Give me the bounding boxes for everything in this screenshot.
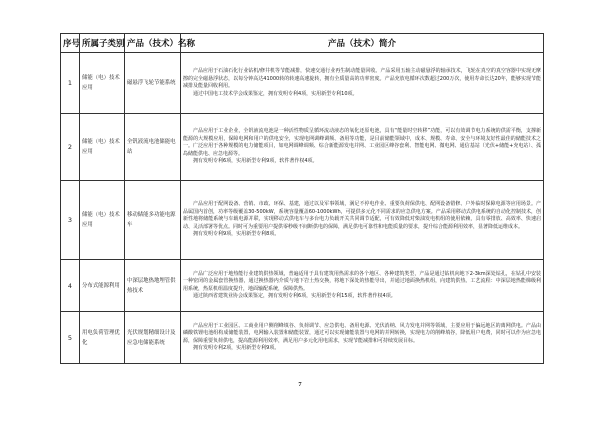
- row-category: 用电负荷管理优化: [80, 312, 125, 364]
- header-category: 所属子类别: [80, 34, 125, 53]
- table-row: [61, 312, 544, 364]
- desc-paragraph: 通过陕西省建筑业协会成果鉴定，拥有发明专利6项，实用新型专利15项，软件著作权4项。: [193, 293, 396, 299]
- row-desc: [181, 181, 544, 260]
- desc-paragraph: 拥有发明专利2项，实用新型专利9项。: [193, 345, 280, 351]
- product-table: [60, 33, 544, 364]
- desc-paragraph: 产品应用于工业园区、工商业用户侧削峰填谷、负荷调节、应急供电、备用电源、光伏消纳、风力发电并网等领域，主要应用于偏远地区的离网供电。产品由磷酸铁锂电池组构成储能装置，电网输入装置和储能装置，通过可以实现储能装置与电网的并网转换，实现电力的削峰填谷，降低用户电费，同时可以作为应急电源，保障重要负荷供电，提高能源利用效率，满足用户多元化用电需求，实现节能减排和可持续发展目标。: [183, 322, 541, 344]
- desc-paragraph: 产品应用于工业企业，全钒液流电池是一种活性物质呈循环流动液态的氧化还原电池，具有“能量时空转移”功能，可以有效调节电力系统的供需平衡，支撑新能源的大规模应用，保障电网和用户的供电安全，实现电网调峰调频、备用等功能，是目前储能领域中，成本、规模、寿命、安全与环境友好性最佳的储能技术之一。广泛应用于各种规模的电力储能项目，如电网调峰调频、综合新能源发电并网、工业园区峰谷套利、智能电网、微电网、通信基站（光伏+储能+充电站）、孤岛储能供电、应急电源等。: [183, 128, 541, 157]
- desc-paragraph: 产品广泛应用于地热能行业建筑供热领域，普遍适用于具有建筑用热需求的各个地区、各种建筑类型，产品是通过钻机向地下2-3km深处钻孔，在钻孔中安装一种密闭的金属套管换热器，通过换热器内介质与地下岩土热交换，将地下深处的热能导出，并通过地面换热机组，向建筑供热。工艺流程：中深层地热能梯级利用系统，热泵机组温度提升，地面输配系统，保障供热。: [183, 270, 541, 292]
- table-row: [61, 53, 544, 114]
- row-no: 2: [61, 114, 80, 181]
- desc-paragraph: 产品应用于石油石化行业钻机/修井机等节能减排，快速交通行业再生制动能量回收。产品采用五轴主动磁悬浮的轴承技术，飞轮在真空的真空容器中实现无摩擦的完全磁悬浮状态，以每分钟高达41000转的转速高速旋转，拥有全质量高的功率密度。产品充放电循环次数超过200万次，使用寿命长达20年，能够实现节能减排及能量回收利用。: [183, 68, 541, 89]
- row-category: 储能（电）技术应用: [80, 181, 125, 260]
- row-desc: [181, 114, 544, 181]
- desc-paragraph: 产品应用于配网设备、营销、市政、环保、基建，通过以及军事领域，满足不停电作业、重要负荷保供电、配网设备错修、户外临时保障电源等应用场景。产品属国内首创，功率等级覆盖30-500kW，系统容量覆盖60-1000kWh，可提供多元化不同需求的应急供电方案。产品采用移动式供电系统的自动化控制技术，创新性地将储能系统与车载电源并联，实现移动式供电车与多台电力负载开关共同调节适配，可有效降低对柴油发电机组的使用依赖，具有零排放、高效率、快速启动、灵活部署等优点。同时可为重要用户提供零秒级不间断供电的保障，满足供电可靠性和电能质量的要求，提升综合能源利用效率，显著降低运维成本。: [183, 201, 541, 230]
- header-desc: 产品（技术）简介: [181, 34, 544, 53]
- row-no: 5: [61, 312, 80, 364]
- row-no: 4: [61, 260, 80, 312]
- row-no: 3: [61, 181, 80, 260]
- row-name: 全钒液流电池储能电站: [125, 114, 181, 181]
- row-name: 光伏规划精细设计及应急电储能系统: [125, 312, 181, 364]
- header-no: 序号: [61, 34, 80, 53]
- row-name: 中深层地热地埋管供热技术: [125, 260, 181, 312]
- desc-paragraph: 拥有发明专利9项，实用新型专利8项。: [193, 231, 280, 238]
- row-desc: [181, 260, 544, 312]
- header-name: 产品（技术）名称: [125, 34, 181, 53]
- row-category: 储能（电）技术应用: [80, 114, 125, 181]
- table-row: [61, 114, 544, 181]
- row-no: 1: [61, 53, 80, 114]
- row-desc: [181, 53, 544, 114]
- table-row: [61, 181, 544, 260]
- row-name: 磁悬浮飞轮节能系统: [125, 53, 181, 114]
- table-header-row: [61, 34, 544, 53]
- row-desc: [181, 312, 544, 364]
- desc-paragraph: 拥有发明专利6项，实用新型专利9项，软件著作权4项。: [193, 158, 318, 165]
- row-name: 移动储能多功能电源车: [125, 181, 181, 260]
- page-number: 7: [298, 381, 302, 388]
- desc-paragraph: 通过中国电工技术学会成果鉴定，拥有发明专利4项，实用新型专利10项。: [193, 90, 358, 97]
- row-category: 储能（电）技术应用: [80, 53, 125, 114]
- table-row: [61, 260, 544, 312]
- row-category: 分布式能源利用: [80, 260, 125, 312]
